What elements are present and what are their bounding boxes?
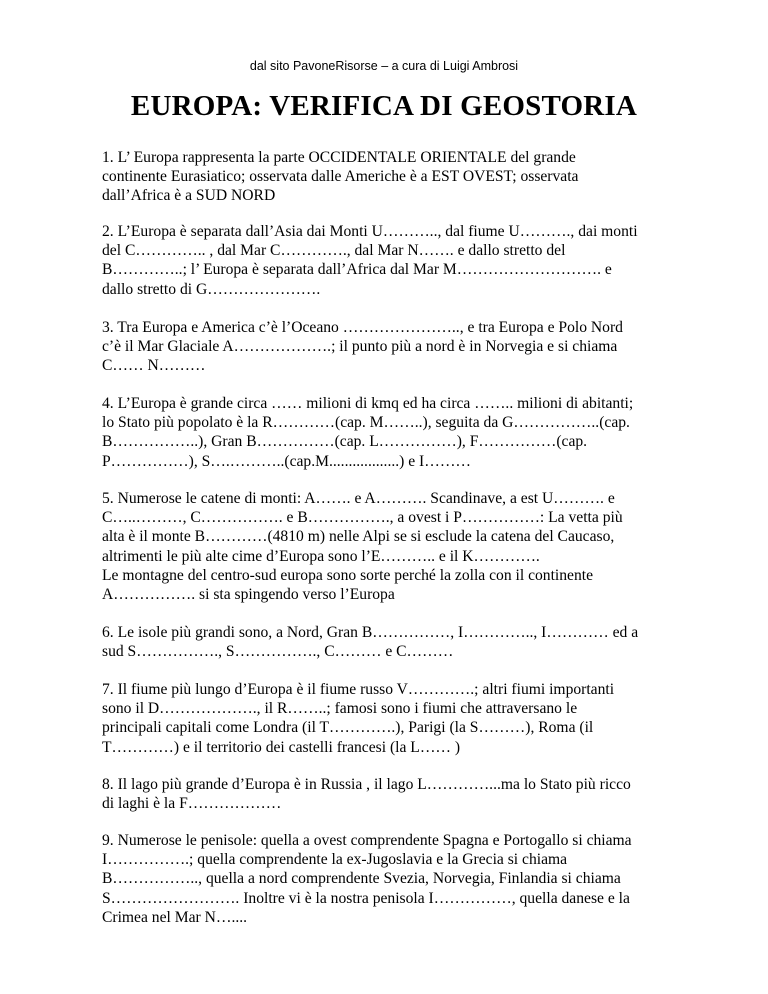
question-7-line-4: T…………) e il territorio dei castelli francesi (la L…… ) (102, 738, 461, 756)
question-9-line-4: S……………………. Inoltre vi è la nostra penisola I……………, quella danese e la (102, 889, 630, 907)
question-5-line-2: C…..………, C……………. e B……………., a ovest i P……………: La vetta più (102, 509, 623, 527)
question-4-line-3: B……………..), Gran B……………(cap. L……………), F……………(cap. (102, 433, 588, 451)
question-5-line-5: Le montagne del centro-sud europa sono sorte perché la zolla con il continente (102, 566, 594, 584)
question-2-line-3: B…………..; l’ Europa è separata dall’Africa dal Mar M………………………. e (102, 261, 612, 279)
question-4-line-4: P……………), S….………..(cap.M..................) e I……… (102, 452, 472, 470)
question-4-line-2: lo Stato più popolato è la R…………(cap. M……..), seguita da G……………..(cap. (102, 414, 630, 432)
question-1-line-3: dall’Africa è a SUD NORD (102, 187, 276, 205)
question-1-line-1: 1. L’ Europa rappresenta la parte OCCIDENTALE ORIENTALE del grande (102, 149, 576, 166)
question-3-line-2: c’è il Mar Glaciale A……………….; il punto più a nord è in Norvegia e si chiama (102, 338, 618, 356)
question-7-line-2: sono il D………………., il R……..; famosi sono i fiumi che attraversano le (102, 700, 578, 718)
question-9 (102, 831, 692, 927)
question-3-line-3: C…… N……… (102, 357, 206, 375)
question-4-line-1: 4. L’Europa è grande circa …… milioni di kmq ed ha circa …….. milioni di abitanti; (102, 395, 634, 412)
question-2-line-2: del C………….. , dal Mar C…………., dal Mar N……. e dallo stretto del (102, 242, 566, 260)
question-5-line-4: altrimenti le più alte cime d’Europa sono l’E……….. e il K…………. (102, 547, 540, 565)
question-6-line-1: 6. Le isole più grandi sono, a Nord, Gran B……………, I………….., I………… ed a (102, 624, 639, 641)
question-5-line-1: 5. Numerose le catene di monti: A……. e A………. Scandinave, a est U………. e (102, 490, 615, 507)
question-5 (102, 489, 692, 604)
question-7 (102, 680, 692, 757)
question-8 (102, 775, 692, 813)
question-9-line-3: B…………….., quella a nord comprendente Svezia, Norvegia, Finlandia si chiama (102, 870, 621, 888)
question-3-line-1: 3. Tra Europa e America c’è l’Oceano ………………….., e tra Europa e Polo Nord (102, 319, 623, 336)
question-8-line-1: 8. Il lago più grande d’Europa è in Russia , il lago L…………...ma lo Stato più ricco (102, 776, 631, 793)
question-8-line-2: di laghi è la F……………… (102, 795, 282, 813)
question-9-line-2: I…………….; quella comprendente la ex-Jugoslavia e la Grecia si chiama (102, 851, 568, 869)
question-6-line-2: sud S……………., S……………., C……… e C……… (102, 643, 454, 661)
question-4 (102, 394, 692, 471)
question-7-line-1: 7. Il fiume più lungo d’Europa è il fiume russo V………….; altri fiumi importanti (102, 681, 615, 698)
question-1 (102, 148, 692, 206)
question-7-line-3: principali capitali come Londra (il T………….), Parigi (la S………), Roma (il (102, 719, 594, 737)
question-2 (102, 222, 692, 299)
question-3 (102, 318, 692, 376)
question-5-line-3: alta è il monte B…………(4810 m) nelle Alpi se si esclude la catena del Caucaso, (102, 528, 615, 546)
question-9-line-1: 9. Numerose le penisole: quella a ovest comprendente Spagna e Portogallo si chiama (102, 832, 632, 849)
question-2-line-1: 2. L’Europa è separata dall’Asia dai Monti U……….., dal fiume U………., dai monti (102, 223, 638, 240)
question-5-line-6: A……………. si sta spingendo verso l’Europa (102, 586, 395, 604)
question-9-line-5: Crimea nel Mar N….... (102, 908, 248, 926)
question-1-line-2: continente Eurasiatico; osservata dalle Americhe è a EST OVEST; osservata (102, 168, 579, 186)
question-6 (102, 623, 692, 661)
source-header: dal sito PavoneRisorse – a cura di Luigi Ambrosi (249, 59, 519, 73)
page-title: EUROPA: VERIFICA DI GEOSTORIA (130, 90, 638, 122)
question-2-line-4: dallo stretto di G…………………. (102, 280, 321, 298)
